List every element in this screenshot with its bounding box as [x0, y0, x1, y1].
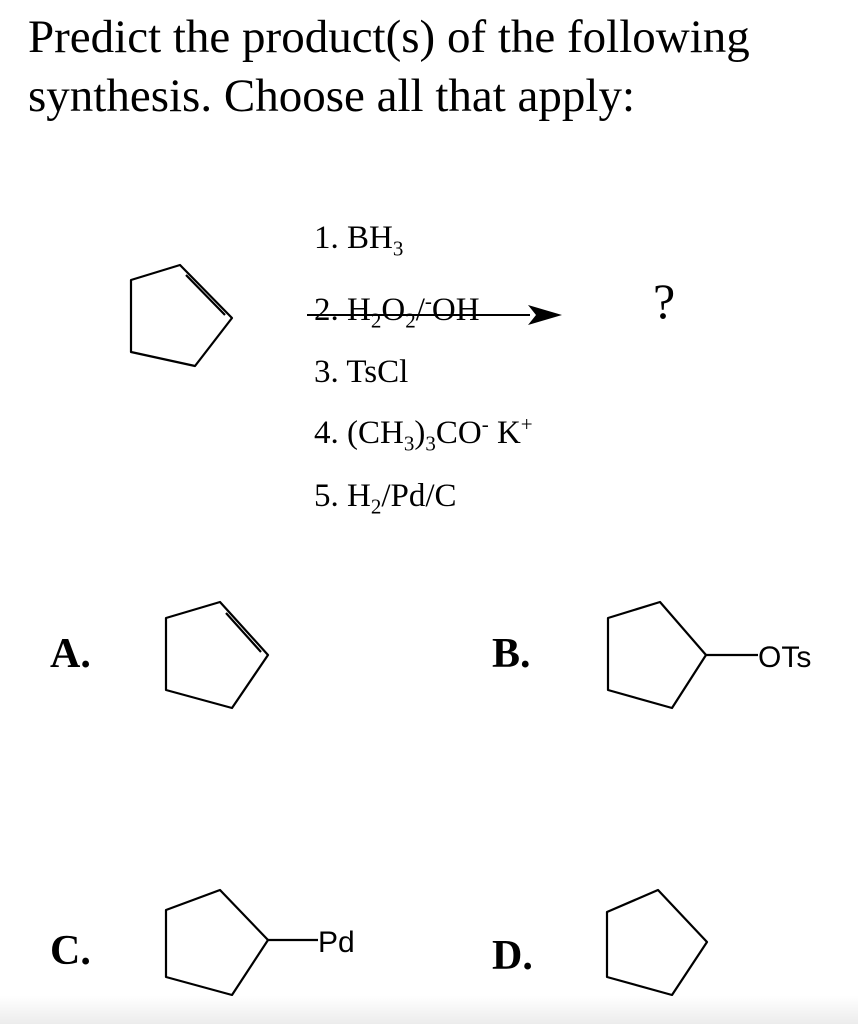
reagent-list — [314, 212, 533, 532]
question-text — [28, 8, 848, 126]
reagent-step-4: 4. $(CH_3)_3CO^-$ K+ — [314, 412, 533, 456]
reagent-step-5: 5. $H_2/Pd/C$ — [314, 477, 457, 519]
bottom-shadow — [0, 996, 858, 1024]
option-b-substituent: OTs — [758, 641, 812, 674]
reagent-step-1: 1. $BH_3$ — [314, 220, 404, 261]
option-a-label[interactable]: A. — [50, 631, 91, 677]
option-b-label[interactable]: B. — [492, 631, 531, 677]
question-line-1: Predict the product(s) of the following — [28, 11, 750, 63]
option-c-substituent: Pd — [318, 926, 355, 959]
option-c-label[interactable]: C. — [50, 928, 91, 974]
reagent-step-2: 2. $H_2O_2/^-OH$ — [314, 288, 480, 333]
question-line-2: synthesis. Choose all that apply: — [28, 70, 636, 122]
unknown-product-mark: ? — [653, 273, 676, 329]
reagent-step-3: 3. TsCl — [314, 354, 409, 391]
option-d-label[interactable]: D. — [492, 933, 533, 979]
